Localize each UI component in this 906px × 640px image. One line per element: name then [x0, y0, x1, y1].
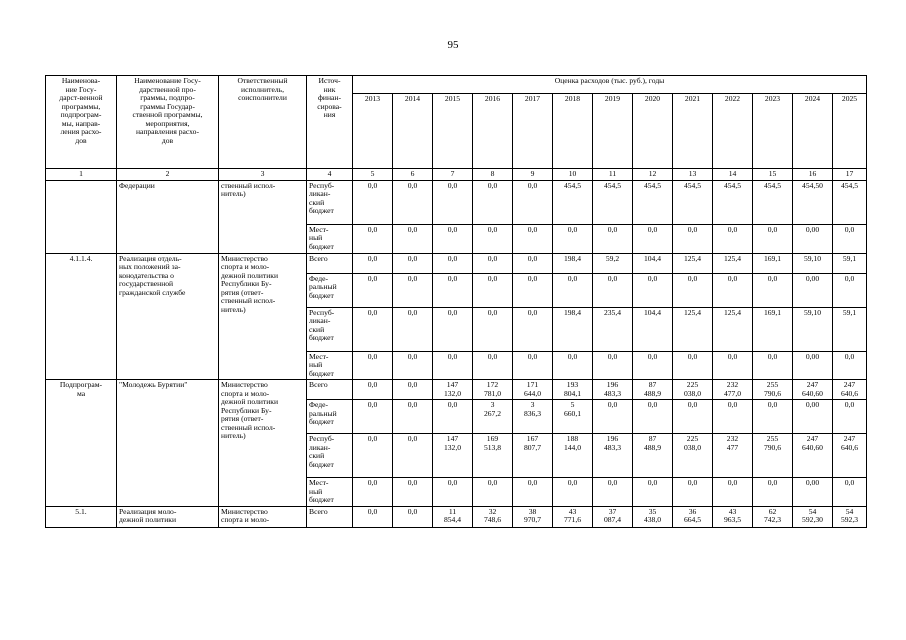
row-value: 0,0	[353, 434, 393, 478]
row-value: 0,00	[793, 351, 833, 380]
row-value: 0,0	[393, 253, 433, 273]
column-number: 9	[513, 169, 553, 181]
row-value: 0,0	[433, 351, 473, 380]
column-number: 4	[307, 169, 353, 181]
column-number: 17	[833, 169, 867, 181]
row-value: 454,5	[633, 180, 673, 224]
row-value: 0,0	[833, 478, 867, 507]
row-value: 0,0	[513, 478, 553, 507]
row-value: 0,0	[753, 400, 793, 434]
row-value: 196 483,3	[593, 380, 633, 400]
table-row	[46, 506, 867, 527]
row-value: 104,4	[633, 307, 673, 351]
row-value: 0,0	[353, 180, 393, 224]
row-value: 172 781,0	[473, 380, 513, 400]
row-value: 0,0	[633, 478, 673, 507]
header-measure: Наименование Госу- дарственной про- граммы, подпро- граммы Государ- ственной программы, мероприятия, направления расхо- дов	[117, 76, 219, 169]
row-code: 5.1.	[46, 506, 117, 527]
row-value: 0,0	[713, 400, 753, 434]
row-value: 0,0	[353, 400, 393, 434]
row-value: 62 742,3	[753, 506, 793, 527]
row-value: 198,4	[553, 253, 593, 273]
row-value: 0,0	[713, 351, 753, 380]
row-value: 0,0	[433, 273, 473, 307]
row-value: 247 640,6	[833, 380, 867, 400]
row-value: 0,0	[553, 273, 593, 307]
header-year: 2024	[793, 93, 833, 168]
row-value: 0,0	[473, 253, 513, 273]
row-value: 59,10	[793, 253, 833, 273]
row-value: 59,10	[793, 307, 833, 351]
row-value: 0,0	[593, 273, 633, 307]
row-measure-name: "Молодежь Бурятии"	[117, 380, 219, 507]
row-funding-source: Всего	[307, 380, 353, 400]
row-value: 0,0	[593, 224, 633, 253]
row-value: 36 664,5	[673, 506, 713, 527]
row-value: 0,0	[393, 307, 433, 351]
row-value: 147 132,0	[433, 434, 473, 478]
row-value: 0,0	[673, 273, 713, 307]
row-value: 59,1	[833, 307, 867, 351]
row-value: 0,0	[713, 273, 753, 307]
row-value: 0,0	[393, 351, 433, 380]
row-value: 0,0	[353, 273, 393, 307]
row-value: 188 144,0	[553, 434, 593, 478]
row-value: 5 660,1	[553, 400, 593, 434]
row-value: 0,0	[473, 351, 513, 380]
row-value: 0,0	[513, 273, 553, 307]
row-value: 0,0	[433, 180, 473, 224]
row-value: 167 807,7	[513, 434, 553, 478]
row-value: 0,0	[353, 478, 393, 507]
row-value: 0,00	[793, 224, 833, 253]
row-value: 454,5	[833, 180, 867, 224]
header-year: 2017	[513, 93, 553, 168]
row-code: Подпрограм- ма	[46, 380, 117, 507]
row-value: 247 640,6	[833, 434, 867, 478]
row-value: 225 038,0	[673, 434, 713, 478]
row-value: 104,4	[633, 253, 673, 273]
row-value: 0,0	[633, 273, 673, 307]
header-year: 2023	[753, 93, 793, 168]
row-executor: ственный испол- нитель)	[219, 180, 307, 253]
row-value: 0,0	[433, 478, 473, 507]
row-value: 0,0	[393, 400, 433, 434]
row-value: 0,0	[433, 224, 473, 253]
row-value: 0,0	[473, 180, 513, 224]
row-value: 147 132,0	[433, 380, 473, 400]
row-value: 0,0	[473, 224, 513, 253]
row-value: 0,0	[353, 307, 393, 351]
row-value: 0,0	[513, 180, 553, 224]
column-number: 13	[673, 169, 713, 181]
column-number: 14	[713, 169, 753, 181]
header-year: 2016	[473, 93, 513, 168]
budget-table	[45, 75, 867, 528]
row-value: 0,0	[553, 224, 593, 253]
row-value: 235,4	[593, 307, 633, 351]
row-value: 0,0	[833, 224, 867, 253]
row-value: 0,0	[673, 224, 713, 253]
row-value: 0,0	[353, 380, 393, 400]
row-value: 0,0	[393, 478, 433, 507]
row-value: 0,0	[353, 506, 393, 527]
row-value: 454,5	[673, 180, 713, 224]
table-row	[46, 253, 867, 273]
row-value: 0,0	[393, 224, 433, 253]
row-value: 0,0	[393, 506, 433, 527]
row-value: 0,0	[433, 400, 473, 434]
header-year: 2025	[833, 93, 867, 168]
row-funding-source: Феде- ральный бюджет	[307, 400, 353, 434]
row-value: 87 488,9	[633, 380, 673, 400]
row-value: 0,0	[633, 224, 673, 253]
row-value: 0,0	[553, 478, 593, 507]
row-funding-source: Мест- ный бюджет	[307, 478, 353, 507]
row-value: 247 640,60	[793, 380, 833, 400]
column-number: 2	[117, 169, 219, 181]
row-value: 0,0	[553, 351, 593, 380]
header-year: 2014	[393, 93, 433, 168]
row-value: 196 483,3	[593, 434, 633, 478]
row-value: 0,0	[753, 478, 793, 507]
row-value: 0,0	[513, 224, 553, 253]
row-value: 193 804,1	[553, 380, 593, 400]
row-value: 0,0	[633, 351, 673, 380]
row-value: 454,5	[593, 180, 633, 224]
row-measure-name: Реализация отдель- ных положений за- конодательства о государственной гражданской службе	[117, 253, 219, 380]
row-value: 0,0	[593, 478, 633, 507]
row-value: 125,4	[713, 253, 753, 273]
row-value: 35 438,0	[633, 506, 673, 527]
row-value: 0,0	[833, 273, 867, 307]
column-number: 15	[753, 169, 793, 181]
row-value: 0,0	[433, 307, 473, 351]
row-value: 247 640,60	[793, 434, 833, 478]
column-number: 11	[593, 169, 633, 181]
header-year: 2022	[713, 93, 753, 168]
header-year: 2020	[633, 93, 673, 168]
row-value: 0,00	[793, 273, 833, 307]
column-number: 6	[393, 169, 433, 181]
header-year: 2018	[553, 93, 593, 168]
row-value: 0,0	[513, 253, 553, 273]
header-executor: Ответственный исполнитель, соисполнители	[219, 76, 307, 169]
row-value: 0,0	[393, 180, 433, 224]
row-value: 54 592,3	[833, 506, 867, 527]
row-value: 225 038,0	[673, 380, 713, 400]
header-row-1	[46, 76, 867, 94]
row-value: 0,0	[673, 351, 713, 380]
header-year: 2021	[673, 93, 713, 168]
row-value: 38 970,7	[513, 506, 553, 527]
column-number: 3	[219, 169, 307, 181]
row-funding-source: Респуб- ликан- ский бюджет	[307, 434, 353, 478]
row-value: 87 488,9	[633, 434, 673, 478]
row-executor: Министерство спорта и моло-	[219, 506, 307, 527]
row-value: 0,0	[753, 224, 793, 253]
row-value: 59,1	[833, 253, 867, 273]
row-value: 169,1	[753, 253, 793, 273]
header-year: 2013	[353, 93, 393, 168]
row-measure-name: Федерации	[117, 180, 219, 253]
row-value: 0,0	[633, 400, 673, 434]
row-funding-source: Всего	[307, 253, 353, 273]
row-value: 0,0	[353, 253, 393, 273]
row-value: 59,2	[593, 253, 633, 273]
column-number: 12	[633, 169, 673, 181]
row-value: 32 748,6	[473, 506, 513, 527]
row-value: 169 513,8	[473, 434, 513, 478]
header-year: 2015	[433, 93, 473, 168]
column-number: 7	[433, 169, 473, 181]
row-value: 454,5	[553, 180, 593, 224]
row-funding-source: Мест- ный бюджет	[307, 224, 353, 253]
row-value: 171 644,0	[513, 380, 553, 400]
row-executor: Министерство спорта и моло- дежной политики Республики Бу- рятия (ответ- ственный испол- нитель)	[219, 253, 307, 380]
row-value: 11 854,4	[433, 506, 473, 527]
column-number: 5	[353, 169, 393, 181]
row-funding-source: Респуб- ликан- ский бюджет	[307, 307, 353, 351]
row-value: 54 592,30	[793, 506, 833, 527]
row-value: 0,0	[753, 273, 793, 307]
row-funding-source: Респуб- ликан- ский бюджет	[307, 180, 353, 224]
row-code: 4.1.1.4.	[46, 253, 117, 380]
row-value: 0,0	[353, 224, 393, 253]
row-value: 255 790,6	[753, 434, 793, 478]
row-value: 0,00	[793, 478, 833, 507]
header-estimate: Оценка расходов (тыс. руб.), годы	[353, 76, 867, 94]
row-value: 0,0	[593, 400, 633, 434]
row-value: 0,0	[513, 307, 553, 351]
row-value: 0,0	[353, 351, 393, 380]
row-value: 37 087,4	[593, 506, 633, 527]
row-executor: Министерство спорта и моло- дежной политики Республики Бу- рятия (ответ- ственный испол- нитель)	[219, 380, 307, 507]
column-number: 16	[793, 169, 833, 181]
row-value: 198,4	[553, 307, 593, 351]
row-value: 232 477	[713, 434, 753, 478]
row-funding-source: Мест- ный бюджет	[307, 351, 353, 380]
row-value: 0,0	[713, 478, 753, 507]
row-value: 0,0	[833, 351, 867, 380]
column-number: 10	[553, 169, 593, 181]
row-value: 0,0	[393, 434, 433, 478]
table-row	[46, 380, 867, 400]
row-value: 3 267,2	[473, 400, 513, 434]
column-number: 1	[46, 169, 117, 181]
row-value: 232 477,0	[713, 380, 753, 400]
row-value: 454,5	[713, 180, 753, 224]
header-funding-source: Источ- ник финан- сирова- ния	[307, 76, 353, 169]
row-value: 0,0	[433, 253, 473, 273]
row-value: 43 771,6	[553, 506, 593, 527]
row-value: 125,4	[713, 307, 753, 351]
column-number-row	[46, 169, 867, 181]
row-value: 0,0	[753, 351, 793, 380]
row-value: 0,0	[673, 478, 713, 507]
row-value: 3 836,3	[513, 400, 553, 434]
row-value: 0,0	[713, 224, 753, 253]
table-row	[46, 180, 867, 224]
column-number: 8	[473, 169, 513, 181]
row-measure-name: Реализация моло- дежной политики	[117, 506, 219, 527]
row-value: 255 790,6	[753, 380, 793, 400]
header-year: 2019	[593, 93, 633, 168]
row-value: 43 963,5	[713, 506, 753, 527]
row-code	[46, 180, 117, 253]
row-value: 0,0	[833, 400, 867, 434]
row-value: 0,0	[393, 273, 433, 307]
row-value: 169,1	[753, 307, 793, 351]
row-value: 0,0	[473, 307, 513, 351]
row-value: 0,0	[393, 380, 433, 400]
row-value: 125,4	[673, 307, 713, 351]
row-value: 0,0	[593, 351, 633, 380]
row-value: 0,0	[473, 478, 513, 507]
page-number: 95	[447, 39, 459, 51]
row-value: 125,4	[673, 253, 713, 273]
row-value: 454,50	[793, 180, 833, 224]
row-value: 454,5	[753, 180, 793, 224]
row-value: 0,0	[473, 273, 513, 307]
row-value: 0,0	[673, 400, 713, 434]
row-value: 0,00	[793, 400, 833, 434]
header-program: Наименова- ние Госу- дарст-венной программы, подпрограм- мы, направ- ления расхо- дов	[46, 76, 117, 169]
row-value: 0,0	[513, 351, 553, 380]
row-funding-source: Всего	[307, 506, 353, 527]
row-funding-source: Феде- ральный бюджет	[307, 273, 353, 307]
